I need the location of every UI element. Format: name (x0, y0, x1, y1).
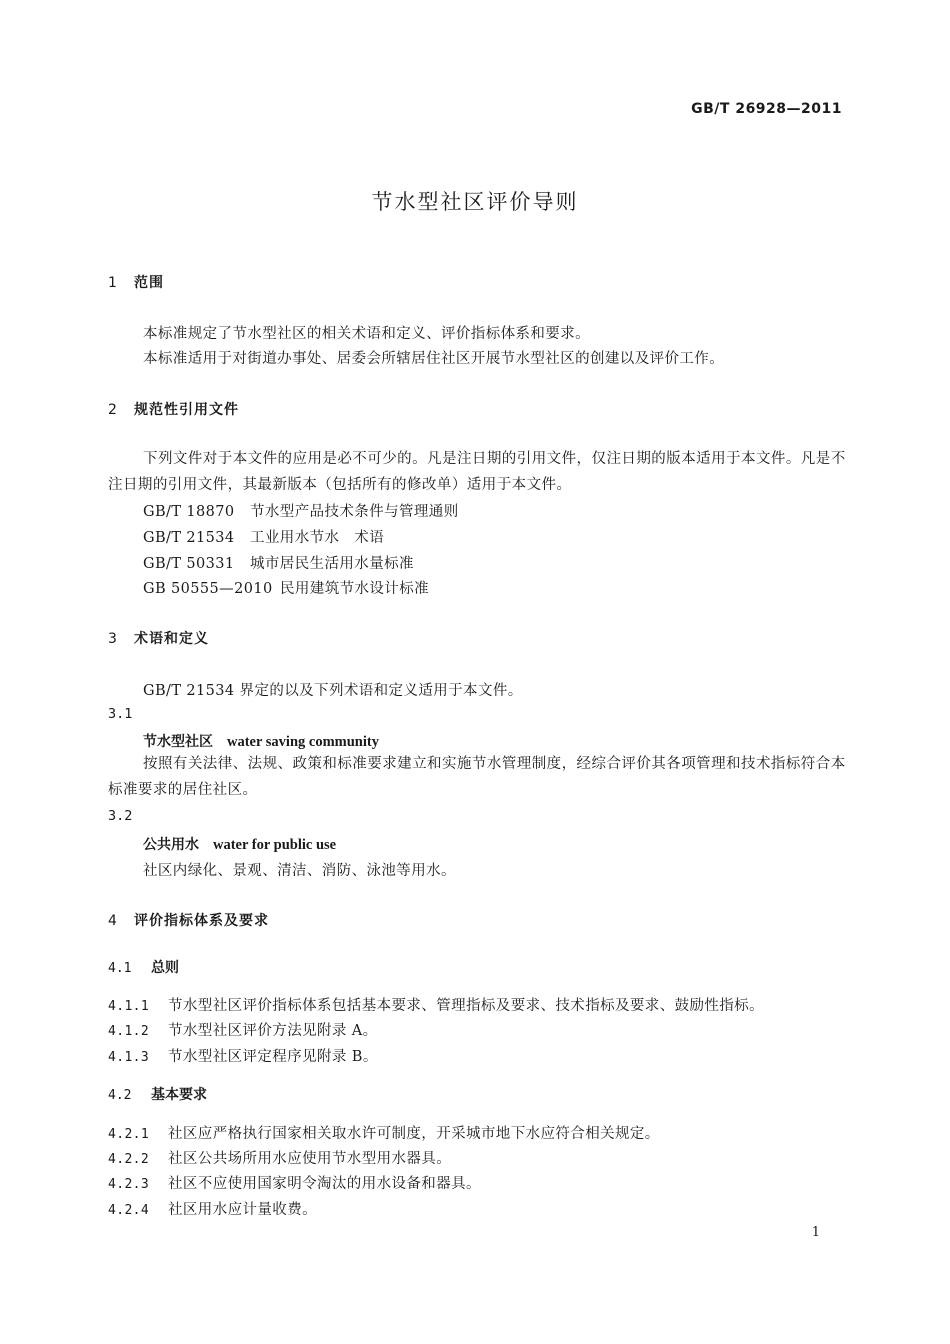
clause-number: 4.2.3 (108, 1177, 150, 1192)
clause-text: 社区公共场所用水应使用节水型用水器具。 (168, 1151, 452, 1167)
subsection-4-1-heading (108, 957, 179, 977)
reference-code: GB/T 18870 (143, 504, 235, 520)
paragraph: 本标准规定了节水型社区的相关术语和定义、评价指标体系和要求。 (143, 326, 590, 342)
subsection-title: 总则 (151, 960, 179, 976)
clause-number: 4.2.4 (108, 1203, 150, 1218)
reference-code: GB/T 50331 (143, 556, 235, 572)
reference-title: 民用建筑节水设计标准 (280, 581, 429, 597)
clause-number: 4.1.1 (108, 999, 150, 1014)
reference-title: 工业用水节水 术语 (250, 530, 385, 546)
clause-text: 社区用水应计量收费。 (168, 1202, 317, 1218)
reference-code: GB 50555—2010 (143, 581, 273, 597)
clause-item (108, 1198, 317, 1219)
section-number: 3 (108, 631, 118, 647)
reference-title: 城市居民生活用水量标准 (250, 556, 414, 572)
clause-number: 4.1.2 (108, 1024, 150, 1039)
clause-number: 4.2.1 (108, 1127, 150, 1142)
clause-text: 节水型社区评价指标体系包括基本要求、管理指标及要求、技术指标及要求、鼓励性指标。 (168, 998, 764, 1014)
paragraph: 下列文件对于本文件的应用是必不可少的。凡是注日期的引用文件，仅注日期的版本适用于本文件。凡是不注日期的引用文件，其最新版本（包括所有的修改单）适用于本文件。 (108, 451, 846, 493)
section-number: 4 (108, 913, 118, 929)
clause-item (108, 1147, 451, 1168)
section-4-heading (108, 910, 269, 930)
subsection-title: 基本要求 (151, 1087, 207, 1103)
clause-text: 节水型社区评定程序见附录 B。 (168, 1049, 378, 1065)
reference-item (143, 526, 384, 547)
paragraph: GB/T 21534 界定的以及下列术语和定义适用于本文件。 (143, 683, 523, 699)
section-title: 规范性引用文件 (134, 402, 239, 418)
paragraph: 本标准适用于对街道办事处、居委会所辖居住社区开展节水型社区的创建以及评价工作。 (143, 351, 725, 367)
clause-text: 社区不应使用国家明令淘汰的用水设备和器具。 (168, 1176, 481, 1192)
page-number: 1 (811, 1225, 820, 1240)
term-definition: 按照有关法律、法规、政策和标准要求建立和实施节水管理制度，经综合评价其各项管理和技术指标符合本标准要求的居住社区。 (108, 756, 846, 798)
section-title: 术语和定义 (134, 631, 209, 647)
term-heading (143, 834, 336, 854)
clause-text: 节水型社区评价方法见附录 A。 (168, 1023, 378, 1039)
section-title: 范围 (134, 275, 164, 291)
reference-code: GB/T 21534 (143, 530, 235, 546)
section-1-heading (108, 272, 164, 292)
subsection-4-2-heading (108, 1084, 207, 1104)
clause-item (108, 1122, 660, 1143)
clause-text: 社区应严格执行国家相关取水许可制度，开采城市地下水应符合相关规定。 (168, 1126, 660, 1142)
document-title: 节水型社区评价导则 (371, 190, 579, 214)
clause-item (108, 994, 764, 1015)
reference-title: 节水型产品技术条件与管理通则 (250, 504, 459, 520)
term-en: water for public use (213, 837, 337, 853)
subsection-number: 4.1 (108, 961, 132, 976)
reference-item (143, 500, 459, 521)
standard-code: GB/T 26928—2011 (691, 101, 842, 117)
term-heading (143, 731, 379, 751)
term-zh: 节水型社区 (143, 734, 213, 750)
section-number: 2 (108, 402, 118, 418)
section-3-heading (108, 628, 209, 648)
term-en: water saving community (227, 734, 379, 750)
reference-item (143, 577, 429, 598)
subsection-number: 4.2 (108, 1088, 132, 1103)
clause-item (108, 1045, 378, 1066)
section-2-heading (108, 399, 239, 419)
term-number: 3.1 (108, 706, 133, 722)
clause-number: 4.2.2 (108, 1152, 150, 1167)
term-definition: 社区内绿化、景观、清洁、消防、泳池等用水。 (143, 863, 456, 879)
section-number: 1 (108, 275, 118, 291)
section-title: 评价指标体系及要求 (134, 913, 269, 929)
clause-item (108, 1172, 481, 1193)
clause-item (108, 1019, 378, 1040)
term-number: 3.2 (108, 808, 133, 824)
clause-number: 4.1.3 (108, 1050, 150, 1065)
term-zh: 公共用水 (143, 837, 199, 853)
reference-item (143, 552, 414, 573)
